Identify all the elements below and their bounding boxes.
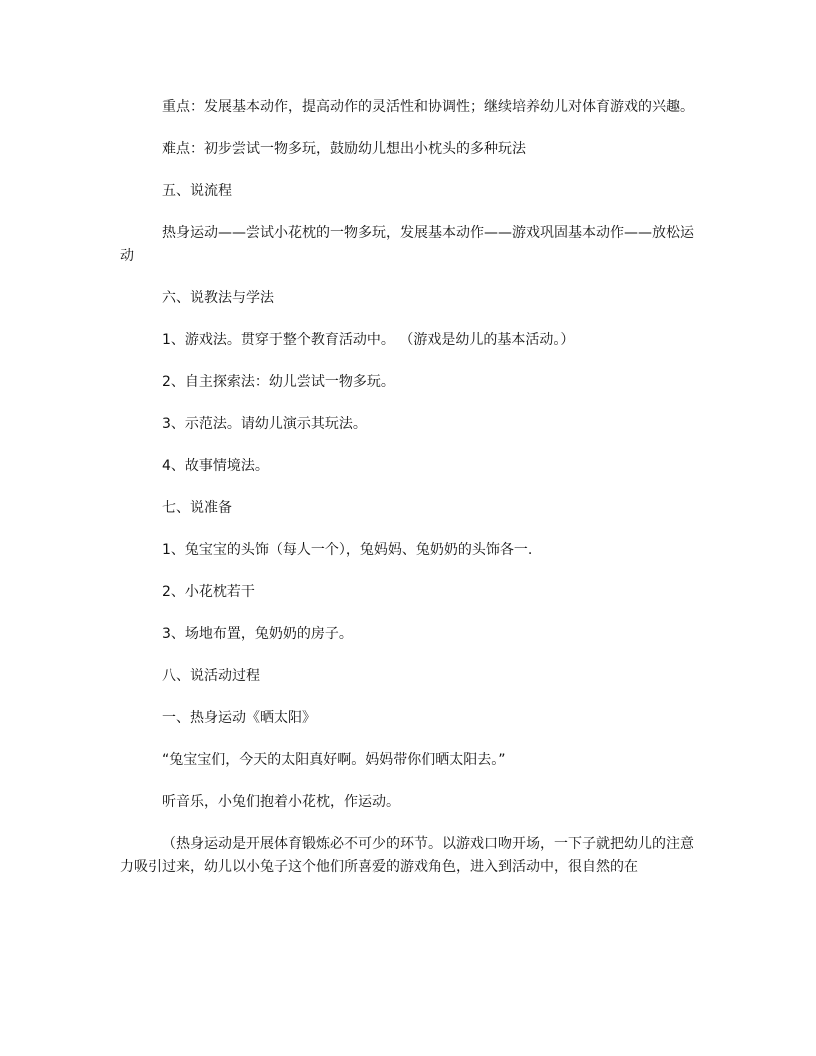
difficulty-paragraph: 难点：初步尝试一物多玩，鼓励幼儿想出小枕头的多种玩法 (162, 141, 526, 157)
method-item: 3、示范法。请幼儿演示其玩法。 (162, 416, 367, 432)
activity-step-heading: 一、热身运动《晒太阳》 (162, 710, 316, 726)
preparation-item: 1、兔宝宝的头饰（每人一个），兔妈妈、兔奶奶的头饰各一. (162, 542, 533, 558)
section-heading-preparation: 七、说准备 (162, 500, 232, 516)
section-heading-methods: 六、说教法与学法 (162, 290, 274, 306)
section-heading-activity: 八、说活动过程 (162, 668, 260, 684)
instruction-paragraph: 听音乐，小兔们抱着小花枕，作运动。 (162, 794, 400, 810)
method-item: 4、故事情境法。 (162, 458, 269, 474)
document-page (120, 96, 696, 879)
section-heading-process: 五、说流程 (162, 183, 232, 199)
method-item: 2、自主探索法：幼儿尝试一物多玩。 (162, 374, 395, 390)
commentary-paragraph: （热身运动是开展体育锻炼必不可少的环节。以游戏口吻开场，一下子就把幼儿的注意力吸引过来，幼儿以小兔子这个他们所喜爱的游戏角色，进入到活动中，很自然的在 (120, 836, 694, 875)
method-item: 1、游戏法。贯穿于整个教育活动中。 （游戏是幼儿的基本活动。） (162, 332, 575, 348)
process-paragraph: 热身运动——尝试小花枕的一物多玩，发展基本动作——游戏巩固基本动作——放松运动 (120, 225, 694, 264)
preparation-item: 3、场地布置，兔奶奶的房子。 (162, 626, 353, 642)
dialogue-paragraph: “兔宝宝们，今天的太阳真好啊。妈妈带你们晒太阳去。” (162, 752, 506, 768)
preparation-item: 2、小花枕若干 (162, 584, 255, 600)
key-point-paragraph: 重点：发展基本动作，提高动作的灵活性和协调性；继续培养幼儿对体育游戏的兴趣。 (162, 99, 694, 115)
